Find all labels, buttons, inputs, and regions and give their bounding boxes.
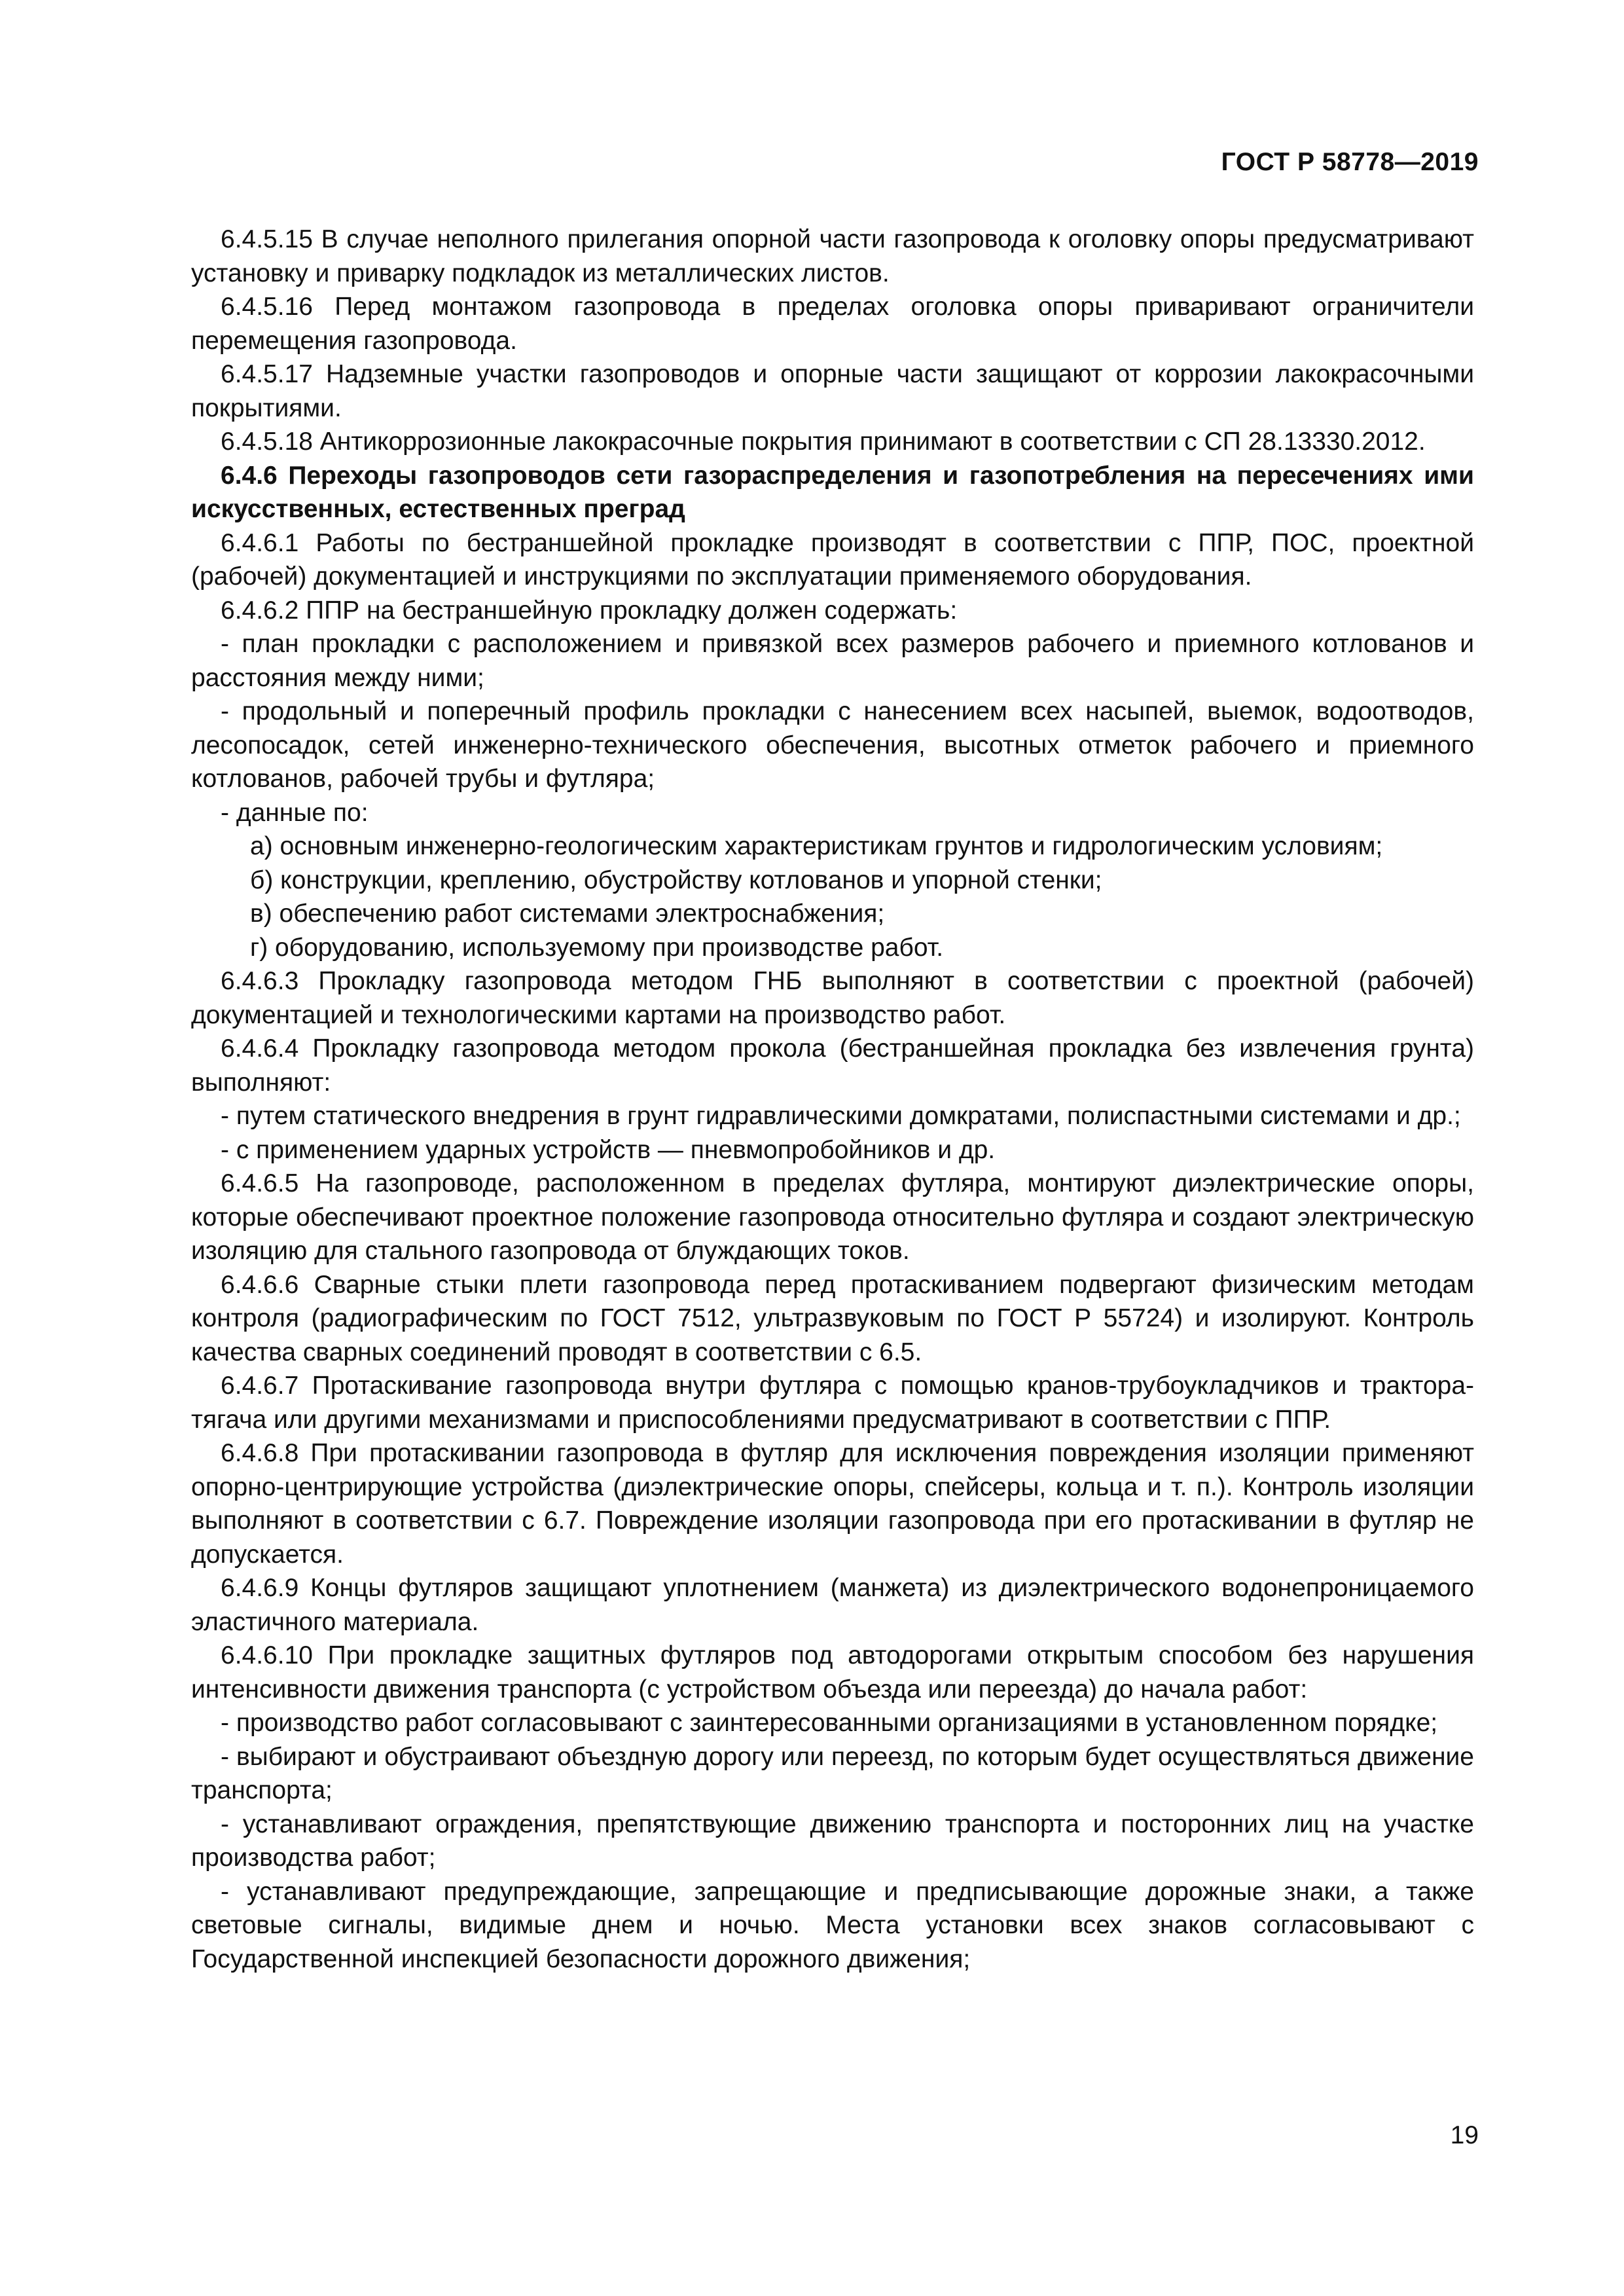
- list-item: - продольный и поперечный профиль прокладки с нанесением всех насыпей, выемок, водоотводов, лесопосадок, сетей инженерно-технического обеспечения, высотных отметок рабочего и приемного котлованов, рабочей трубы и футляра;: [191, 697, 1474, 793]
- paragraph-6-4-6-10: 6.4.6.10 При прокладке защитных футляров под автодорогами открытым способом без нарушения интенсивности движения транспорта (с устройством объезда или переезда) до начала работ:: [191, 1641, 1474, 1704]
- paragraph-6-4-5-17: 6.4.5.17 Надземные участки газопроводов и опорные части защищают от коррозии лакокрасочными покрытиями.: [191, 360, 1474, 422]
- list-item: - с применением ударных устройств — пневмопробойников и др.: [221, 1135, 996, 1164]
- paragraph-6-4-6-1: 6.4.6.1 Работы по бестраншейной прокладке производят в соответствии с ППР, ПОС, проектной (рабочей) документацией и инструкциями по эксплуатации применяемого оборудования.: [191, 528, 1474, 591]
- paragraph-6-4-6-4: 6.4.6.4 Прокладку газопровода методом прокола (бестраншейная прокладка без извлечения грунта) выполняют:: [191, 1034, 1474, 1097]
- paragraph-6-4-5-16: 6.4.5.16 Перед монтажом газопровода в пределах оголовка опоры приваривают ограничители перемещения газопровода.: [191, 293, 1474, 355]
- paragraph-6-4-5-18: 6.4.5.18 Антикоррозионные лакокрасочные покрытия принимают в соответствии с СП 28.13330.2012.: [221, 428, 1426, 456]
- list-item: - устанавливают ограждения, препятствующие движению транспорта и посторонних лиц на участке производства работ;: [191, 1810, 1474, 1872]
- paragraph-6-4-6-8: 6.4.6.8 При протаскивании газопровода в футляр для исключения повреждения изоляции применяют опорно-центрирующие устройства (диэлектрические опоры, спейсеры, кольца и т. п.). Контроль изоляции выполняют в соответствии с 6.7. Повреждение изоляции газопровода при его протаскивании в футляр не допускается.: [191, 1439, 1474, 1569]
- paragraph-6-4-6-9: 6.4.6.9 Концы футляров защищают уплотнением (манжета) из диэлектрического водонепроницаемого эластичного материала.: [191, 1574, 1474, 1636]
- sub-list-item: в) обеспечению работ системами электроснабжения;: [250, 900, 885, 928]
- paragraph-6-4-6-3: 6.4.6.3 Прокладку газопровода методом ГНБ выполняют в соответствии с проектной (рабочей) документацией и технологическими картами на производство работ.: [191, 967, 1474, 1029]
- sub-list-item: а) основным инженерно-геологическим характеристикам грунтов и гидрологическим условиям;: [250, 832, 1383, 860]
- list-item: - данные по:: [221, 798, 369, 827]
- document-body: [191, 223, 1474, 1976]
- list-item: - план прокладки с расположением и привязкой всех размеров рабочего и приемного котлованов и расстояния между ними;: [191, 630, 1474, 692]
- paragraph-6-4-6-2: 6.4.6.2 ППР на бестраншейную прокладку должен содержать:: [221, 596, 958, 625]
- paragraph-6-4-5-15: 6.4.5.15 В случае неполного прилегания опорной части газопровода к оголовку опоры предусматривают установку и приварку подкладок из металлических листов.: [191, 225, 1474, 287]
- sub-list-item: б) конструкции, креплению, обустройству котлованов и упорной стенки;: [250, 866, 1102, 894]
- sub-list-item: г) оборудованию, используемому при производстве работ.: [250, 933, 944, 962]
- list-item: - путем статического внедрения в грунт гидравлическими домкратами, полиспастными системами и др.;: [221, 1102, 1461, 1130]
- list-item: - устанавливают предупреждающие, запрещающие и предписывающие дорожные знаки, а также световые сигналы, видимые днем и ночью. Места установки всех знаков согласовывают с Государственной инспекцией безопасности дорожного движения;: [191, 1877, 1474, 1973]
- paragraph-6-4-6-6: 6.4.6.6 Сварные стыки плети газопровода перед протаскиванием подвергают физическим методам контроля (радиографическим по ГОСТ 7512, ультразвуковым по ГОСТ Р 55724) и изолируют. Контроль качества сварных соединений проводят в соответствии с 6.5.: [191, 1270, 1474, 1366]
- paragraph-6-4-6-5: 6.4.6.5 На газопроводе, расположенном в пределах футляра, монтируют диэлектрические опоры, которые обеспечивают проектное положение газопровода относительно футляра и создают электрическую изоляцию для стального газопровода от блуждающих токов.: [191, 1169, 1474, 1265]
- paragraph-6-4-6-7: 6.4.6.7 Протаскивание газопровода внутри футляра с помощью кранов-трубоукладчиков и трактора-тягача или другими механизмами и приспособлениями предусматривают в соответствии с ППР.: [191, 1372, 1474, 1434]
- list-item: - выбирают и обустраивают объездную дорогу или переезд, по которым будет осуществляться движение транспорта;: [191, 1742, 1474, 1804]
- section-heading-6-4-6: 6.4.6 Переходы газопроводов сети газораспределения и газопотребления на пересечениях ими искусственных, естественных преград: [191, 461, 1474, 523]
- page-number: 19: [1450, 2121, 1479, 2149]
- document-code: ГОСТ Р 58778—2019: [1221, 148, 1479, 176]
- list-item: - производство работ согласовывают с заинтересованными организациями в установленном порядке;: [221, 1709, 1438, 1737]
